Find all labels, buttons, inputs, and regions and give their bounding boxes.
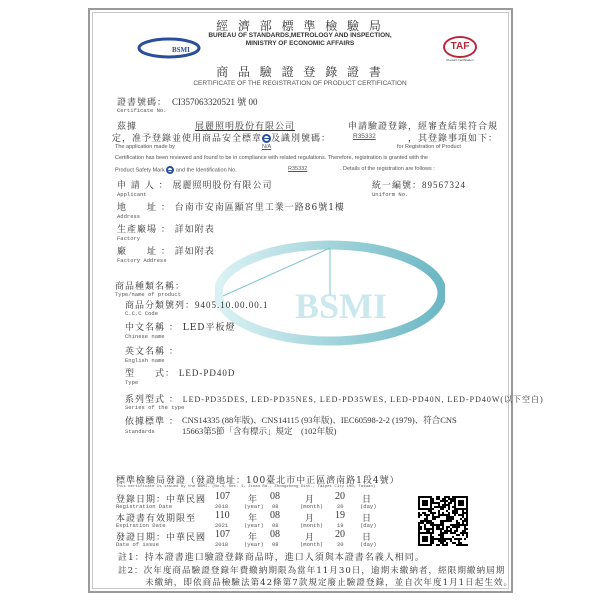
- roc-year: 107: [215, 529, 230, 540]
- factory-label-en: Factory: [117, 235, 141, 242]
- month-unit: 月: [305, 495, 316, 505]
- bsmi-logo-text: BSMI: [172, 46, 190, 54]
- month: 08: [270, 510, 280, 521]
- note-2-cont: 未繳納，即依商品檢驗法第42條第7款規定廢止驗證登錄，並自次年度1月1日起生效。: [145, 578, 514, 588]
- day-unit-en: (day): [360, 522, 377, 529]
- month-unit-en: (month): [300, 541, 324, 548]
- standards-value: 15663第5節「含有標示」規定 (102年版): [182, 426, 337, 436]
- note-1: 註1：持本證書進口驗證登錄商品時，進口人須與本證書名義人相同。: [118, 553, 425, 563]
- day-unit: 日: [362, 514, 373, 524]
- month: 08: [270, 529, 280, 540]
- factory-address-row: [117, 244, 215, 257]
- factory-address-label-en: Factory Address: [117, 257, 167, 264]
- standards-label-en: Standards: [125, 428, 155, 435]
- factory-value: 詳如附表: [174, 225, 215, 235]
- safety-mark-icon: [166, 166, 174, 174]
- statement-text: 定，准予登錄並使用商品安全標章: [112, 134, 263, 144]
- uniform-no-label: 統一編號：: [372, 181, 423, 191]
- year-unit-en: (year): [244, 541, 264, 548]
- address-label: 地 址 ：: [117, 203, 171, 213]
- year-unit: 年: [248, 514, 259, 524]
- product-type-label-en: Type/name of product: [115, 291, 182, 298]
- statement-line: [112, 131, 331, 144]
- factory-row: [117, 222, 215, 235]
- ccc-label: 商品分類號列：: [125, 301, 196, 311]
- statement-text: 申請驗證登錄，經審查結果符合規: [348, 122, 499, 132]
- address-label-en: Address: [117, 213, 141, 220]
- bureau-name-en-1: BUREAU OF STANDARDS,METROLOGY AND INSPECTION,: [208, 32, 392, 39]
- month-unit-en: (month): [300, 503, 324, 510]
- statement-en: Certification has been reviewed and found to be in compliance with related regulations. Therefore, registration is granted with the: [115, 155, 428, 161]
- chinese-name-label-en: Chinese name: [125, 333, 165, 340]
- year-unit-en: (year): [244, 522, 264, 529]
- year: 2018: [215, 541, 229, 548]
- day-unit: 日: [362, 533, 373, 543]
- cert-no-label-en: Certificate No.: [117, 107, 167, 114]
- standards-value: CNS14335 (88年版)、CNS14115 (93年版)、IEC60598-2-2 (1979)、符合CNS: [182, 415, 457, 425]
- date-label-en: Registration Date: [116, 503, 173, 510]
- model-label: 型 式：: [125, 369, 176, 379]
- day-unit: 日: [362, 495, 373, 505]
- uniform-no-label-en: Uniform No.: [372, 191, 409, 198]
- english-name-label-en: English name: [125, 357, 165, 364]
- month: 08: [270, 491, 280, 502]
- statement-en-line: [115, 166, 237, 174]
- uniform-no-row: [372, 178, 466, 191]
- issuer-zh: 標準檢驗局發證（發證地址：100臺北市中正區濟南路1段4號）: [116, 476, 400, 486]
- date-label-en: Date of issue: [116, 541, 159, 548]
- day: 19: [335, 510, 345, 521]
- year: 2021: [215, 522, 229, 529]
- series-label: 系列型式 ：: [125, 395, 179, 405]
- identification-no: R35332: [353, 133, 376, 140]
- applicant-label: 申 請 人 ：: [117, 181, 169, 191]
- statement-en: . Details of the registration are follows :: [340, 166, 435, 172]
- statement-en: R35332: [288, 166, 308, 172]
- issuer-en: This certificate is issued by the BSMI. (No.4, Sec. 1, Jinan Rd., Zhongzheng Dist., Taipei City 100, Taiwan): [116, 485, 376, 489]
- date-label: 登錄日期：中華民國: [116, 495, 207, 505]
- chinese-name-label: 中文名稱 ：: [125, 323, 179, 333]
- roc-year: 107: [215, 491, 230, 502]
- day: 20: [337, 541, 344, 548]
- date-label-en: Expiration Date: [116, 522, 166, 529]
- model-value: LED-PD40D: [178, 368, 236, 378]
- month-unit: 月: [305, 514, 316, 524]
- year-unit: 年: [248, 495, 259, 505]
- watermark-text: BSMI: [295, 286, 388, 326]
- statement-en: Product Safety Mark: [115, 167, 165, 174]
- applicant-value: 展麗照明股份有限公司: [172, 181, 273, 191]
- statement-en: for Registration of Product: [397, 144, 461, 150]
- note-2: 註2：次年度商品驗證登錄年費繳納期限為當年11月30日，逾期未繳納者，經限期繳納屆期: [118, 566, 506, 576]
- bureau-name-zh: 經 濟 部 標 準 檢 驗 局: [216, 19, 384, 33]
- month: 08: [272, 503, 279, 510]
- date-label: 本證書有效期限至: [116, 514, 197, 524]
- roc-year: 110: [215, 510, 230, 521]
- month: 08: [272, 522, 279, 529]
- month: 08: [272, 541, 279, 548]
- certificate-title-en: CERTIFICATE OF THE REGISTRATION OF PRODUCT CERTIFICATION: [193, 80, 407, 87]
- certificate-title-zh: 商 品 驗 證 登 錄 證 書: [216, 65, 384, 79]
- factory-address-value: 詳如附表: [174, 247, 215, 257]
- statement-text: ，其登錄事項如下：: [408, 134, 499, 144]
- chinese-name-row: [125, 320, 236, 333]
- chinese-name-value: LED平板燈: [182, 323, 236, 333]
- ccc-value: 9405.10.00.00.1: [195, 300, 269, 310]
- series-row: [125, 392, 544, 405]
- english-name-row: [125, 344, 179, 357]
- year-unit: 年: [248, 533, 259, 543]
- product-type-label: 商品種類名稱：: [115, 282, 186, 292]
- statement-company: 展麗照明股份有限公司: [195, 122, 296, 132]
- applicant-row: [117, 178, 272, 191]
- applicant-label-en: Applicant: [117, 191, 147, 198]
- month-unit: 月: [305, 533, 316, 543]
- safety-mark-icon: [262, 134, 271, 143]
- taf-logo-text: TAF: [443, 36, 477, 58]
- english-name-label: 英文名稱 ：: [125, 347, 179, 357]
- date-label: 發證日期：中華民國: [116, 533, 207, 543]
- day-unit-en: (day): [360, 541, 377, 548]
- model-label-en: Type: [125, 379, 139, 386]
- year: 2018: [215, 503, 229, 510]
- statement-en: N/A: [262, 144, 272, 150]
- series-value: LED-PD35DES, LED-PD35NES, LED-PD35WES, LED-PD40N, LED-PD40W(以下空白): [182, 395, 544, 404]
- month-unit-en: (month): [300, 522, 324, 529]
- address-value: 台南市安南區顯宮里工業一路86號1樓: [174, 203, 345, 213]
- cert-no-label: 證書號碼：: [117, 98, 168, 108]
- factory-address-label: 廠 址 ：: [117, 247, 171, 257]
- statement-en: and the Identification No.: [175, 167, 237, 174]
- model-row: [125, 366, 235, 379]
- day: 19: [337, 522, 344, 529]
- bureau-name-en-2: MINISTRY OF ECONOMIC AFFAIRS: [245, 40, 355, 47]
- day: 20: [335, 529, 345, 540]
- taf-logo-subtitle: Product Certification: [446, 58, 474, 62]
- statement-text: 茲據: [117, 122, 138, 132]
- cert-no-value: CI357063320521 號 00: [172, 97, 258, 107]
- day: 20: [337, 503, 344, 510]
- uniform-no-value: 89567324: [422, 180, 467, 190]
- ccc-label-en: C.C.C Code: [125, 310, 159, 317]
- day-unit-en: (day): [360, 503, 377, 510]
- year-unit-en: (year): [244, 503, 264, 510]
- factory-label: 生產廠場 ：: [117, 225, 171, 235]
- address-row: [117, 200, 345, 213]
- bsmi-watermark-logo: [215, 238, 445, 348]
- qr-code: [418, 496, 468, 546]
- day: 20: [335, 491, 345, 502]
- statement-en: The application made by: [115, 144, 175, 150]
- series-label-en: Series of the type: [125, 404, 185, 411]
- standards-label: 依據標準 ：: [125, 417, 179, 427]
- statement-text: 及識別號碼：: [271, 134, 332, 144]
